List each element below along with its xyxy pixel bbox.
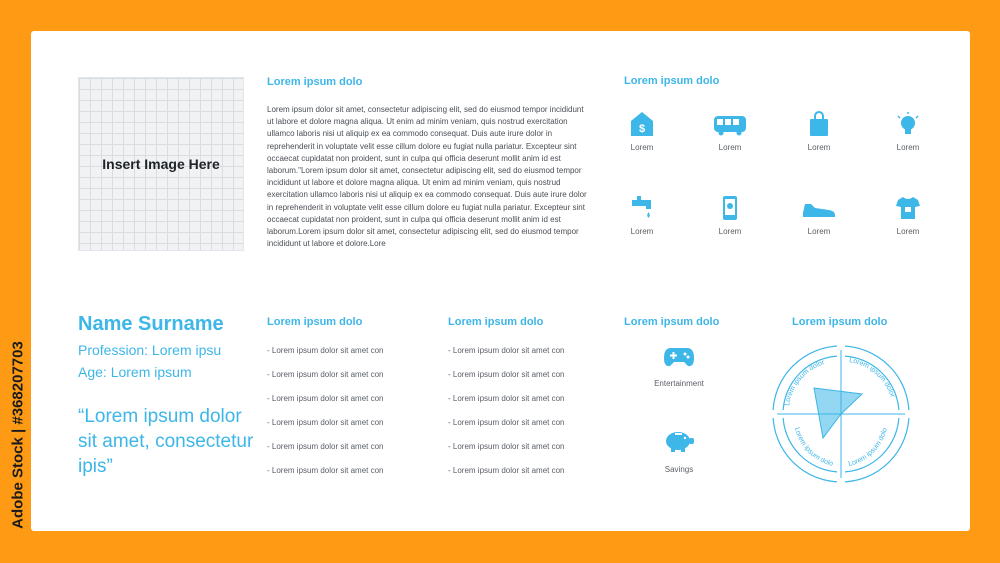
list-item: - Lorem ipsum dolor sit amet con xyxy=(267,442,384,451)
list-item: - Lorem ipsum dolor sit amet con xyxy=(448,418,565,427)
list-item: - Lorem ipsum dolor sit amet con xyxy=(267,346,384,355)
radar-label-top-right: Lorem ipsum dolor xyxy=(848,357,896,399)
profile-name: Name Surname xyxy=(78,313,224,335)
sneaker-icon xyxy=(801,195,837,221)
list-item: - Lorem ipsum dolor sit amet con xyxy=(448,346,565,355)
shopping-bag-icon xyxy=(808,111,830,137)
list-item: - Lorem ipsum dolor sit amet con xyxy=(448,442,565,451)
hobby-label: Entertainment xyxy=(654,379,704,388)
profile-age: Age: Lorem ipsum xyxy=(78,364,192,380)
icon-item-shirt xyxy=(878,195,938,236)
profile-profession: Profession: Lorem ipsu xyxy=(78,342,222,358)
house-dollar-icon xyxy=(630,111,654,137)
lightbulb-icon xyxy=(895,111,921,137)
icon-item-house xyxy=(612,111,672,152)
image-placeholder[interactable] xyxy=(78,77,244,251)
icon-label: Lorem xyxy=(630,227,654,236)
bus-icon xyxy=(713,111,747,137)
hobbies-heading: Lorem ipsum dolo xyxy=(624,316,720,328)
icon-label: Lorem xyxy=(896,227,920,236)
list-item: - Lorem ipsum dolor sit amet con xyxy=(267,466,384,475)
radar-chart xyxy=(771,344,911,484)
icon-item-tap xyxy=(612,195,672,236)
icon-label: Lorem xyxy=(807,143,831,152)
icon-label: Lorem xyxy=(718,227,742,236)
icon-label: Lorem xyxy=(718,143,742,152)
icon-item-bus xyxy=(700,111,760,152)
hobby-label: Savings xyxy=(664,465,694,474)
list-item: - Lorem ipsum dolor sit amet con xyxy=(448,370,565,379)
icon-item-phone xyxy=(700,195,760,236)
hobby-savings xyxy=(639,428,719,474)
list-item: - Lorem ipsum dolor sit amet con xyxy=(448,466,565,475)
profile-quote: “Lorem ipsum dolor sit amet, consectetur ipis” xyxy=(78,406,254,477)
list2 xyxy=(448,345,565,489)
svg-text:$: $ xyxy=(638,123,646,135)
image-placeholder-label: Insert Image Here xyxy=(102,156,220,172)
radar-label-bottom-right: Lorem ipsum dolo xyxy=(847,427,889,468)
icon-item-bag xyxy=(789,111,849,152)
radar-heading: Lorem ipsum dolo xyxy=(792,316,888,328)
icon-label: Lorem xyxy=(807,227,831,236)
icon-label: Lorem xyxy=(896,143,920,152)
stock-watermark: Adobe Stock | #368207703 xyxy=(9,341,27,529)
icon-item-bulb xyxy=(878,111,938,152)
about-paragraph: Lorem ipsum dolor sit amet, consectetur adipiscing elit, sed do eiusmod tempor incididunt ut labore et dolore magna aliqua. Ut enim ad minim veniam, quis nostrud exercitation ullamco laboris nisi ut aliquip ex ea commodo consequat. Duis aute irure dolor in reprehenderit in voluptate velit esse cillum dolore eu fugiat nulla pariatur. Excepteur sint occaecat cupidatat non proident, sunt in culpa qui officia deserunt mollit anim id est laborum."Lorem ipsum dolor sit amet, consectetur adipiscing elit, sed do eiusmod tempor incididunt ut labore et dolore magna aliqua. Ut enim ad minim veniam, quis nostrud exercitation ullamco laboris nisi ut aliquip ex ea commodo consequat. Duis aute irure dolor in reprehenderit in voluptate velit esse cillum dolore eu fugiat nulla pariatur. Excepteur sint occaecat cupidatat non proident, sunt in culpa qui officia deserunt mollit anim id est laborum.Lorem ipsum dolor sit amet, consectetur adipiscing elit, sed do eiusmod tempor incididunt ut labore et dolore.Lore xyxy=(267,105,587,249)
list-item: - Lorem ipsum dolor sit amet con xyxy=(267,418,384,427)
list2-heading: Lorem ipsum dolo xyxy=(448,316,544,328)
icon-item-shoe xyxy=(789,195,849,236)
hobby-entertainment xyxy=(639,346,719,388)
list1-heading: Lorem ipsum dolo xyxy=(267,316,363,328)
list-item: - Lorem ipsum dolor sit amet con xyxy=(448,394,565,403)
radar-label-top-left: Lorem ipsum dolor xyxy=(784,359,826,407)
about-heading: Lorem ipsum dolo xyxy=(267,76,363,88)
smartphone-icon xyxy=(721,195,739,221)
list1 xyxy=(267,345,384,489)
piggy-bank-icon xyxy=(662,428,696,454)
icons-heading: Lorem ipsum dolo xyxy=(624,75,720,87)
list-item: - Lorem ipsum dolor sit amet con xyxy=(267,370,384,379)
gamepad-icon xyxy=(663,346,695,368)
tshirt-icon xyxy=(895,195,921,221)
water-tap-icon xyxy=(629,195,655,221)
list-item: - Lorem ipsum dolor sit amet con xyxy=(267,394,384,403)
radar-label-bottom-left: Lorem ipsum dolo xyxy=(793,426,834,468)
icon-label: Lorem xyxy=(630,143,654,152)
